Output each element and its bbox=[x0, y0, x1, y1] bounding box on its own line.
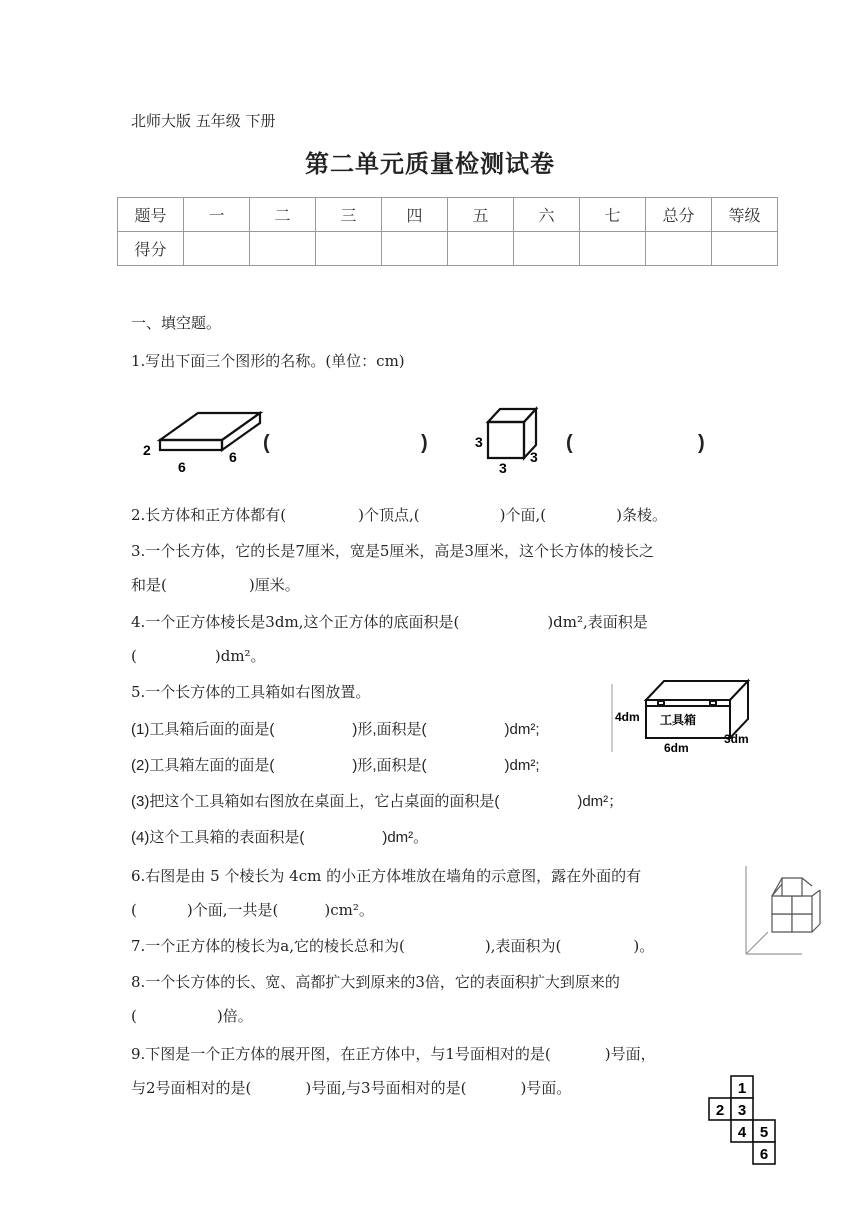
question-text: )号面。 bbox=[520, 1079, 572, 1097]
cube-net-figure bbox=[704, 1074, 784, 1168]
question-9-line-1 bbox=[131, 1043, 656, 1064]
table-cell: 题号 bbox=[118, 198, 184, 232]
small-cube bbox=[772, 896, 792, 914]
cuboid-side-face bbox=[222, 413, 260, 450]
score-input-cell[interactable] bbox=[448, 232, 514, 266]
score-table-score-row bbox=[118, 232, 778, 266]
question-text: ( bbox=[131, 901, 137, 919]
question-9-line-2 bbox=[131, 1077, 571, 1098]
question-text: )条棱。 bbox=[616, 506, 667, 524]
question-text: )倍。 bbox=[216, 1007, 253, 1025]
question-text: )dm²。 bbox=[382, 829, 429, 846]
question-text: )dm²。 bbox=[214, 647, 266, 665]
section-heading: 一、填空题。 bbox=[131, 314, 222, 332]
question-text: )。 bbox=[633, 937, 655, 955]
score-input-cell[interactable] bbox=[514, 232, 580, 266]
cube-front-face bbox=[488, 422, 524, 458]
cube-figure bbox=[472, 404, 552, 476]
cuboid-height-label: 2 bbox=[143, 442, 151, 458]
net-label: 5 bbox=[759, 1124, 769, 1141]
table-cell: 二 bbox=[250, 198, 316, 232]
question-8-line-2 bbox=[131, 1005, 253, 1026]
question-text: ),表面积为( bbox=[484, 937, 562, 955]
question-text: 7.一个正方体的棱长为a,它的棱长总和为( bbox=[131, 937, 405, 955]
question-text: 4.一个正方体棱长是3dm,这个正方体的底面积是( bbox=[131, 613, 460, 631]
toolbox-latch bbox=[658, 701, 664, 705]
table-cell: 一 bbox=[184, 198, 250, 232]
net-label: 3 bbox=[737, 1102, 747, 1119]
table-cell: 总分 bbox=[646, 198, 712, 232]
question-1: 1.写出下面三个图形的名称。(单位：cm) bbox=[131, 352, 405, 370]
table-cell: 三 bbox=[316, 198, 382, 232]
answer-paren-open: ( bbox=[263, 432, 270, 454]
question-text: ( bbox=[131, 1007, 137, 1025]
question-text: (4)这个工具箱的表面积是( bbox=[131, 829, 305, 846]
question-5-part-4 bbox=[131, 826, 428, 847]
question-text: )dm²; bbox=[504, 757, 540, 774]
question-text: 9.下图是一个正方体的展开图，在正方体中，与1号面相对的是( bbox=[131, 1045, 551, 1063]
question-8-line-1: 8.一个长方体的长、宽、高都扩大到原来的3倍，它的表面积扩大到原来的 bbox=[131, 973, 620, 991]
cube-length-label: 3 bbox=[499, 460, 507, 476]
small-cube bbox=[792, 896, 812, 914]
question-4-line-1 bbox=[131, 611, 648, 632]
question-text: 和是( bbox=[131, 576, 167, 594]
table-cell: 七 bbox=[580, 198, 646, 232]
question-text: (2)工具箱左面的面是( bbox=[131, 757, 275, 774]
question-text: )cm²。 bbox=[324, 901, 374, 919]
cube-height-label: 3 bbox=[475, 434, 483, 450]
question-5-part-3 bbox=[131, 790, 623, 811]
question-text: (3)把这个工具箱如右图放在桌面上，它占桌面的面积是( bbox=[131, 793, 500, 810]
table-cell: 六 bbox=[514, 198, 580, 232]
score-table-header-row bbox=[118, 198, 778, 232]
question-text: )号面,与3号面相对的是( bbox=[305, 1079, 467, 1097]
toolbox-figure bbox=[606, 676, 762, 762]
question-text: )厘米。 bbox=[248, 576, 300, 594]
answer-paren-open: ( bbox=[566, 432, 573, 454]
score-input-cell[interactable] bbox=[580, 232, 646, 266]
table-cell: 五 bbox=[448, 198, 514, 232]
question-5-part-2 bbox=[131, 754, 540, 775]
question-text: )号面， bbox=[604, 1045, 656, 1063]
score-input-cell[interactable] bbox=[316, 232, 382, 266]
answer-paren-close: ) bbox=[698, 432, 705, 454]
toolbox-height-label: 4dm bbox=[615, 710, 640, 724]
question-6-line-2 bbox=[131, 899, 374, 920]
small-cube bbox=[782, 878, 802, 896]
question-6-line-1: 6.右图是由 5 个棱长为 4cm 的小正方体堆放在墙角的示意图，露在外面的有 bbox=[131, 867, 642, 885]
cuboid-width-label: 6 bbox=[229, 449, 237, 465]
question-text: )dm²,表面积是 bbox=[547, 613, 648, 631]
table-cell: 等级 bbox=[712, 198, 778, 232]
question-text: (1)工具箱后面的面是( bbox=[131, 721, 275, 738]
score-table bbox=[117, 197, 778, 266]
question-5-stem: 5.一个长方体的工具箱如右图放置。 bbox=[131, 683, 371, 701]
cuboid-top-face bbox=[160, 413, 260, 440]
question-3-line-2 bbox=[131, 574, 300, 595]
question-text: )dm²； bbox=[577, 793, 624, 810]
net-label: 1 bbox=[737, 1080, 747, 1097]
score-input-cell[interactable] bbox=[382, 232, 448, 266]
question-text: 与2号面相对的是( bbox=[131, 1079, 252, 1097]
score-input-cell[interactable] bbox=[646, 232, 712, 266]
net-label: 6 bbox=[759, 1146, 769, 1163]
answer-paren-close: ) bbox=[421, 432, 428, 454]
question-text: )dm²; bbox=[504, 721, 540, 738]
cuboid-length-label: 6 bbox=[178, 459, 186, 475]
cube-width-label: 3 bbox=[530, 449, 538, 465]
question-5-part-1 bbox=[131, 718, 540, 739]
small-cube bbox=[792, 914, 812, 932]
net-label: 4 bbox=[737, 1124, 747, 1141]
toolbox-latch bbox=[710, 701, 716, 705]
small-cube bbox=[772, 914, 792, 932]
question-text: )形,面积是( bbox=[352, 757, 427, 774]
toolbox-label: 工具箱 bbox=[660, 713, 697, 727]
edition-label: 北师大版 五年级 下册 bbox=[131, 112, 276, 130]
question-2 bbox=[131, 504, 667, 525]
question-text: )个顶点,( bbox=[358, 506, 420, 524]
question-text: )个面,( bbox=[499, 506, 547, 524]
question-text: )形,面积是( bbox=[352, 721, 427, 738]
question-4-line-2 bbox=[131, 645, 266, 666]
table-cell: 四 bbox=[382, 198, 448, 232]
question-text: ( bbox=[131, 647, 137, 665]
score-input-cell[interactable] bbox=[250, 232, 316, 266]
score-input-cell[interactable] bbox=[712, 232, 778, 266]
page-title: 第二单元质量检测试卷 bbox=[305, 150, 555, 178]
corner-cubes-figure bbox=[742, 862, 822, 962]
score-input-cell[interactable] bbox=[184, 232, 250, 266]
cuboid-front-face bbox=[160, 440, 222, 450]
question-text: )个面,一共是( bbox=[186, 901, 279, 919]
question-7 bbox=[131, 935, 654, 956]
toolbox-width-label: 3dm bbox=[724, 732, 749, 746]
net-label: 2 bbox=[715, 1102, 725, 1119]
table-cell: 得分 bbox=[118, 232, 184, 266]
question-3-line-1: 3.一个长方体，它的长是7厘米，宽是5厘米，高是3厘米，这个长方体的棱长之 bbox=[131, 542, 654, 560]
question-text: 2.长方体和正方体都有( bbox=[131, 506, 287, 524]
toolbox-length-label: 6dm bbox=[664, 741, 689, 755]
